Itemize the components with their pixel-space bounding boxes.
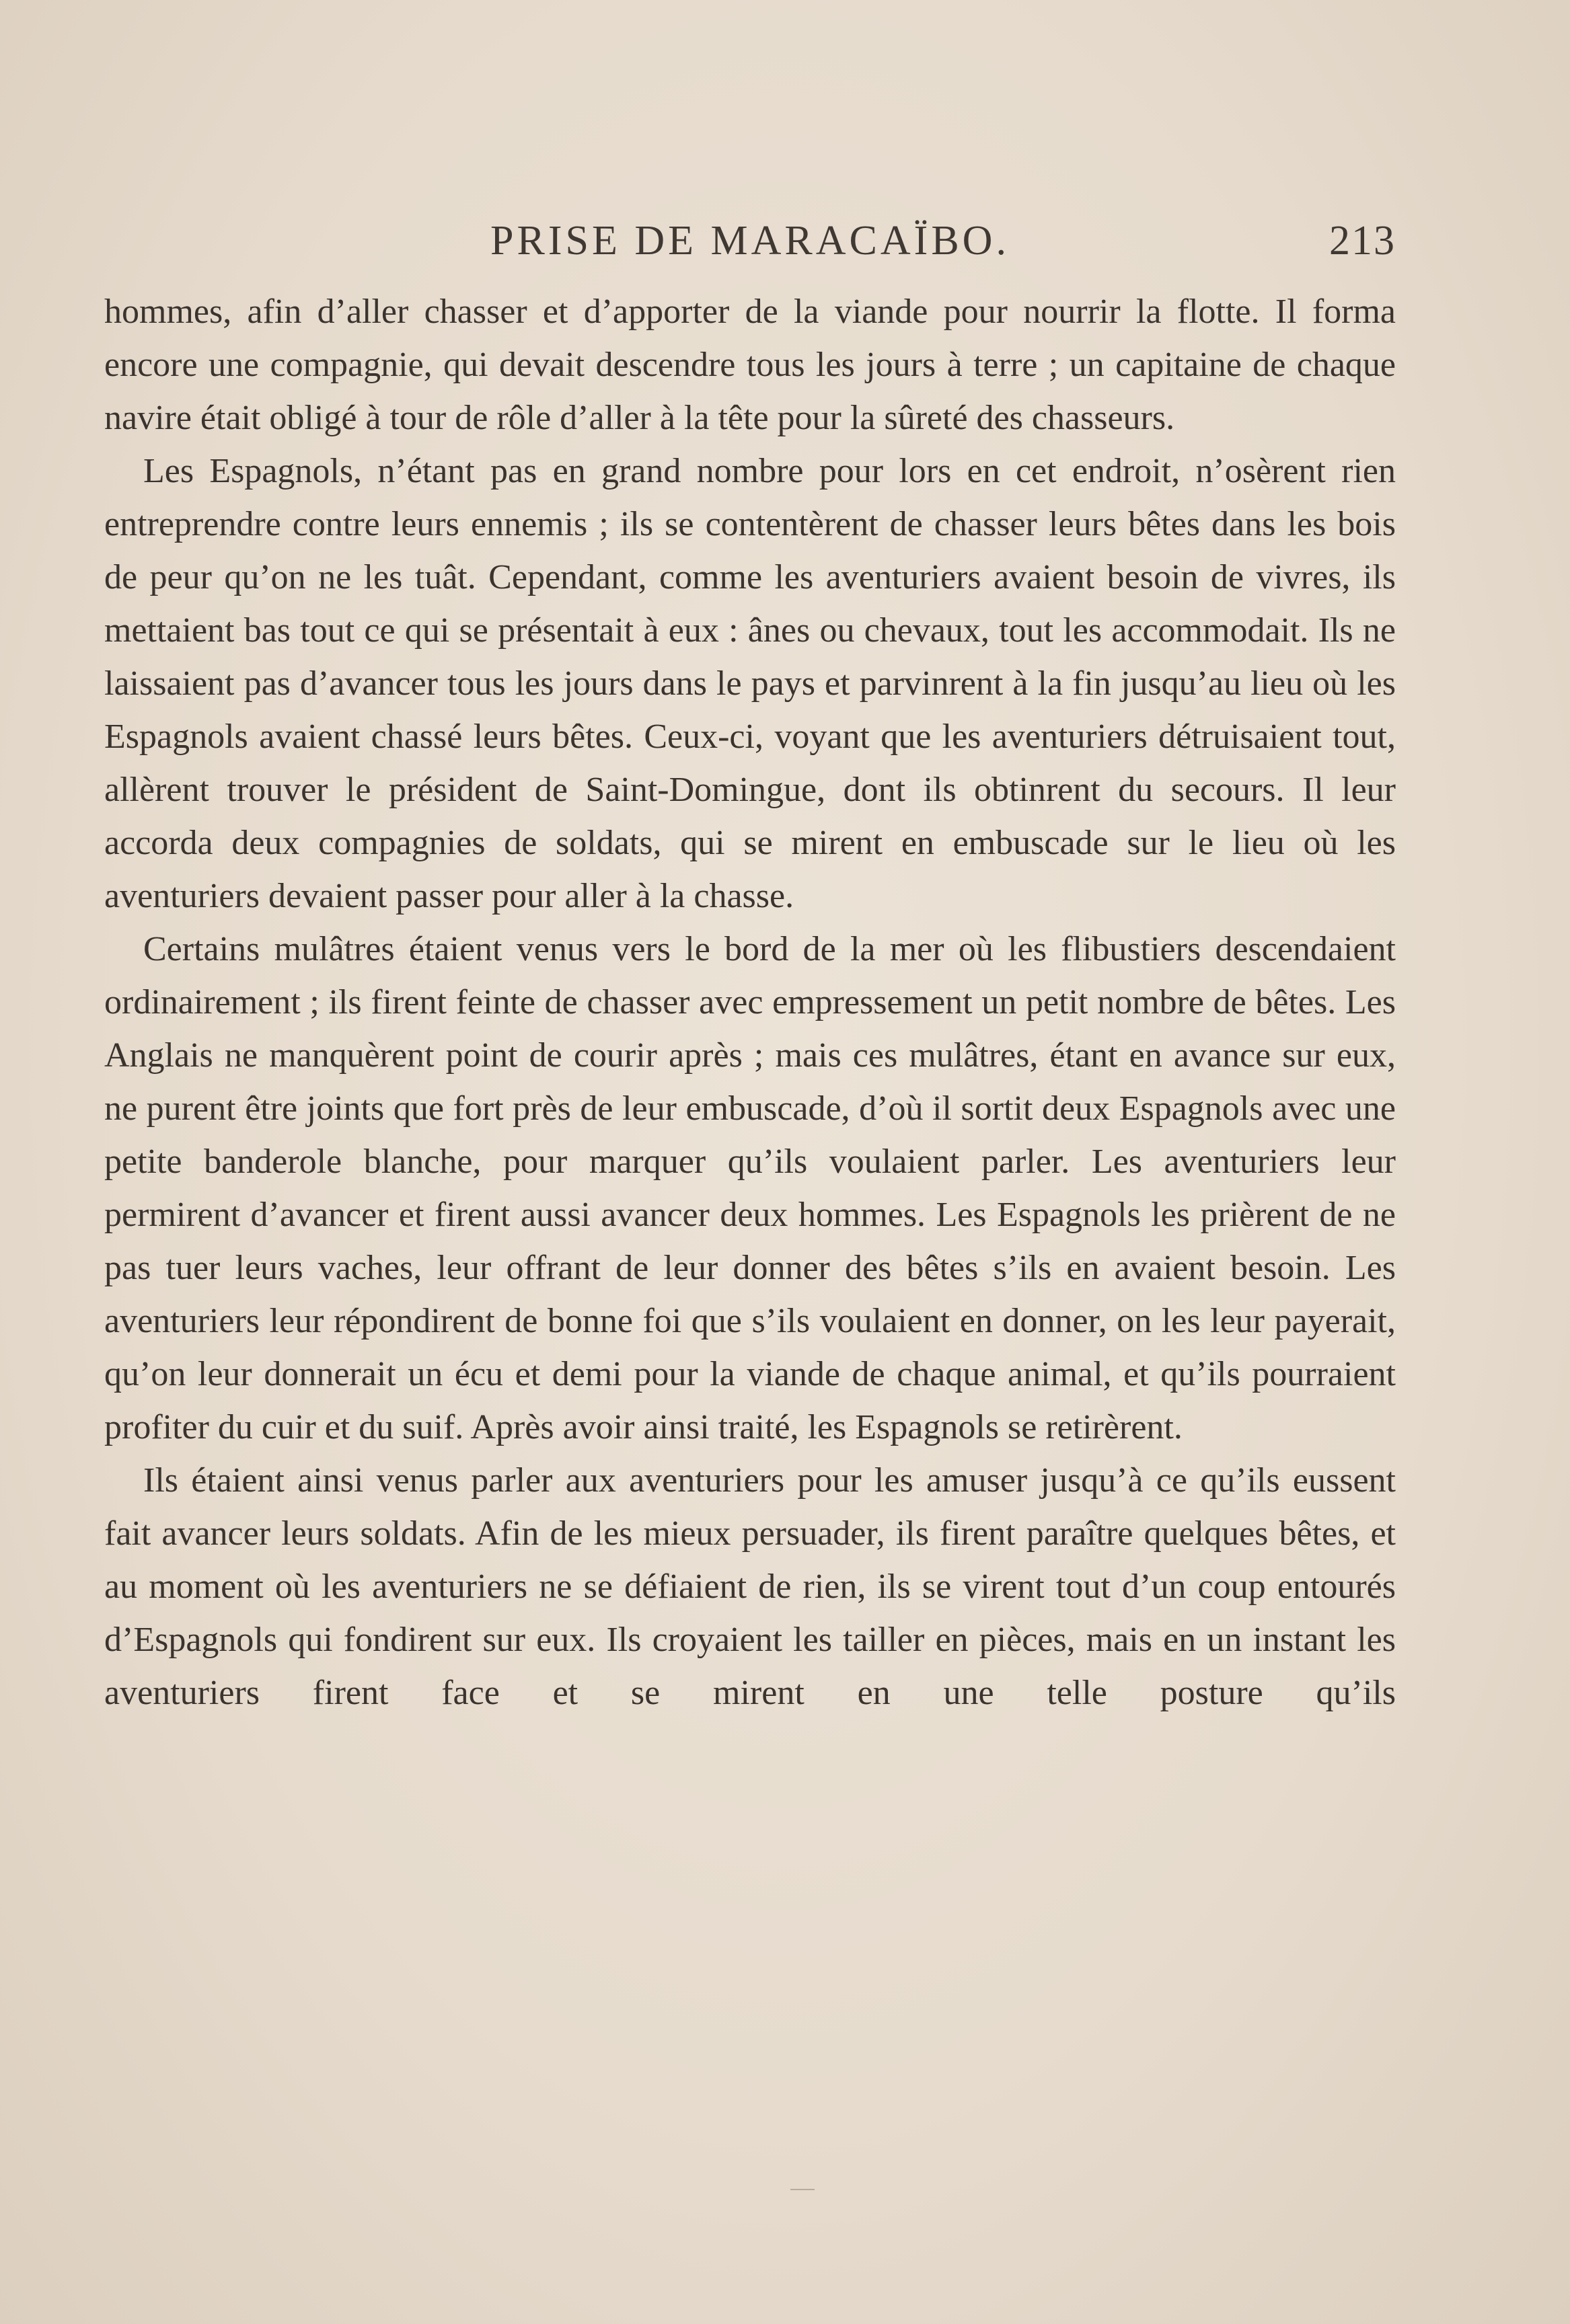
paragraph: Ils étaient ainsi venus parler aux aventuriers pour les amuser jusqu’à ce qu’ils eussent fait avancer leurs soldats. Afin de les mieux persuader, ils firent paraître quelques bêtes, et au moment où les aventuriers ne se défiaient de rien, ils se virent tout d’un coup entourés d’Espagnols qui fondirent sur eux. Ils croyaient les tailler en pièces, mais en un instant les aventuriers firent face et se mirent en une telle posture qu’ils — [104, 1461, 1396, 1712]
page-smudge — [790, 2189, 815, 2190]
paragraph: Certains mulâtres étaient venus vers le bord de la mer où les flibustiers descendaient ordinairement ; ils firent feinte de chasser avec empressement un petit nombre de bêtes. Les Anglais ne manquèrent point de courir après ; mais ces mulâtres, étant en avance sur eux, ne purent être joints que fort près de leur embuscade, d’où il sortit deux Espagnols avec une petite banderole blanche, pour marquer qu’ils voulaient parler. Les aventuriers leur permirent d’avancer et firent aussi avancer deux hommes. Les Espagnols les prièrent de ne pas tuer leurs vaches, leur offrant de leur donner des bêtes s’ils en avaient besoin. Les aventuriers leur répondirent de bonne foi que s’ils voulaient en donner, on les leur payerait, qu’on leur donnerait un écu et demi pour la viande de chaque animal, et qu’ils pourraient profiter du cuir et du suif. Après avoir ainsi traité, les Espagnols se retirèrent. — [104, 930, 1396, 1446]
running-head — [104, 214, 1396, 268]
body-text — [104, 285, 1396, 1719]
paragraph: Les Espagnols, n’étant pas en grand nombre pour lors en cet endroit, n’osèrent rien entreprendre contre leurs ennemis ; ils se contentèrent de chasser leurs bêtes dans les bois de peur qu’on ne les tuât. Cependant, comme les aventuriers avaient besoin de vivres, ils mettaient bas tout ce qui se présentait à eux : ânes ou chevaux, tout les accommodait. Ils ne laissaient pas d’avancer tous les jours dans le pays et parvinrent à la fin jusqu’au lieu où les Espagnols avaient chassé leurs bêtes. Ceux-ci, voyant que les aventuriers détruisaient tout, allèrent trouver le président de Saint-Domingue, dont ils obtinrent du secours. Il leur accorda deux compagnies de soldats, qui se mirent en embuscade sur le lieu où les aventuriers devaient passer pour aller à la chasse. — [104, 452, 1396, 915]
page-number: 213 — [1329, 218, 1396, 264]
paragraph-continued: hommes, afin d’aller chasser et d’apporter de la viande pour nourrir la flotte. Il forma encore une compagnie, qui devait descendre tous les jours à terre ; un capitaine de chaque navire était obligé à tour de rôle d’aller à la tête pour la sûreté des chasseurs. — [104, 293, 1396, 437]
running-title: PRISE DE MARACAÏBO. — [490, 218, 1010, 264]
